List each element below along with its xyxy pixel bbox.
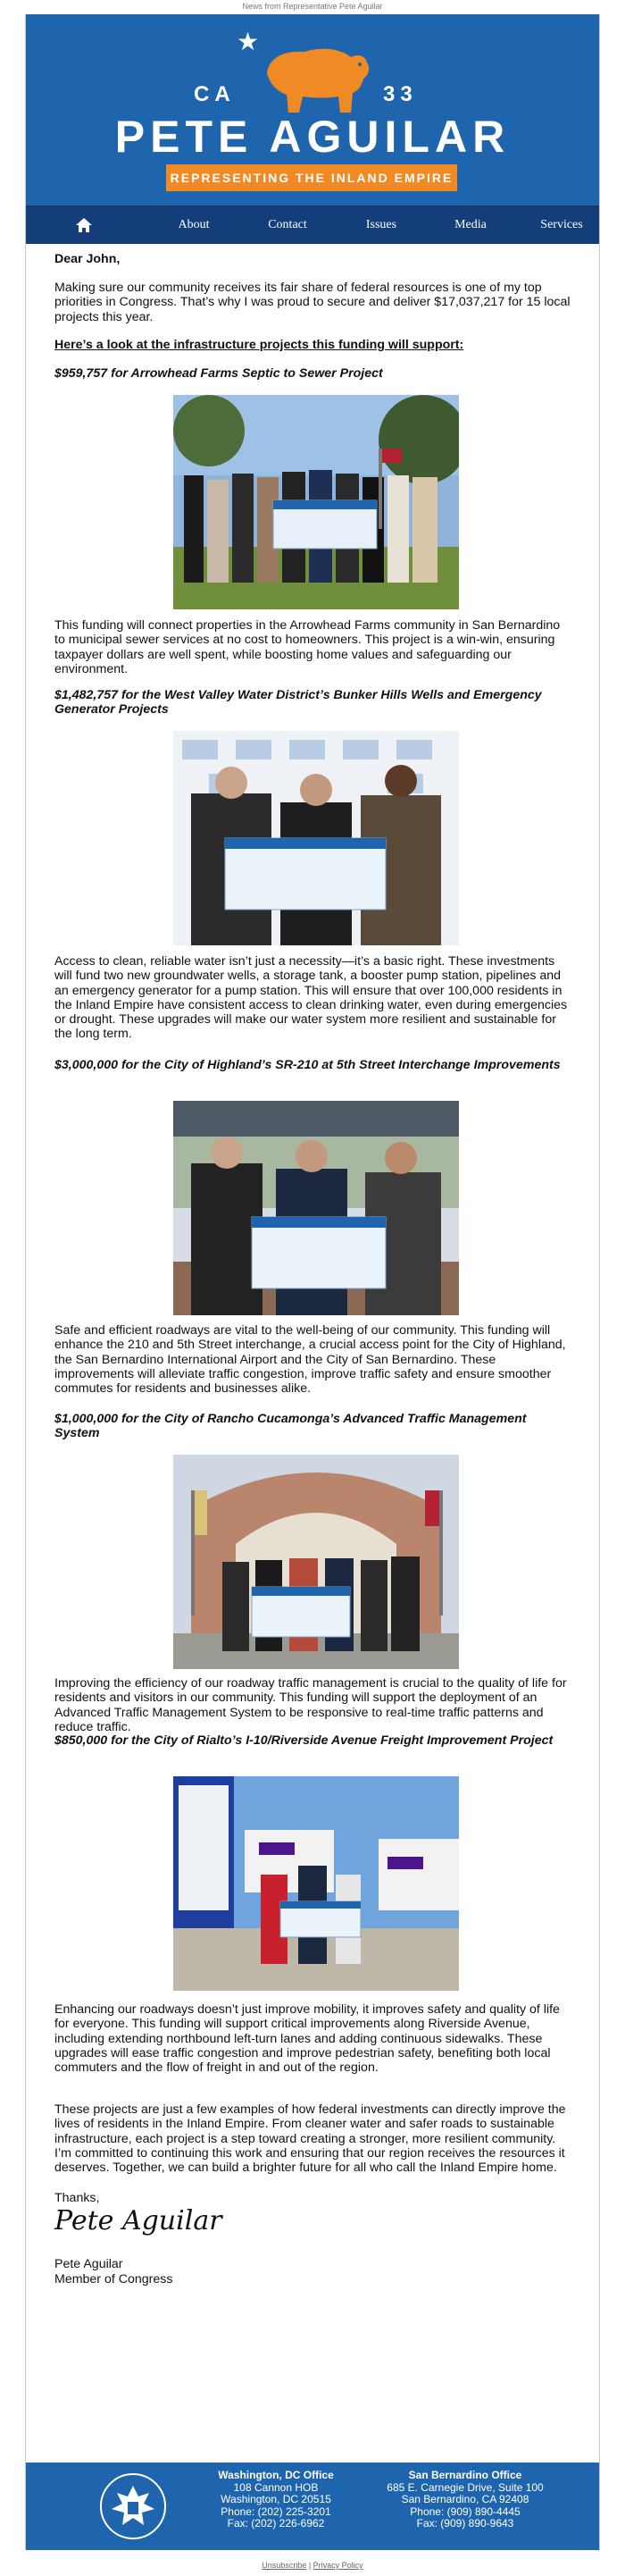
project-photo	[173, 1455, 459, 1669]
footer-links	[0, 2561, 625, 2570]
email-frame	[25, 14, 600, 2550]
star-icon: ★	[237, 27, 260, 56]
project-heading: $3,000,000 for the City of Highland’s SR-210 at 5th Street Interchange Improvements	[54, 1058, 561, 1072]
congressional-seal-icon	[97, 2471, 169, 2541]
project-description: Safe and efficient roadways are vital to the well-being of our community. This funding will enhance the 210 and 5th Street interchange, a crucial access point for the City of Highland, the San Bernardino International Airport and the City of San Bernardino. These improvements will alleviate traffic congestion, improve traffic safety and ensure smoother commutes for residents and businesses alike.	[54, 1323, 566, 1397]
project-photo	[173, 1776, 459, 1991]
home-icon	[75, 217, 93, 233]
project-photo	[173, 731, 459, 945]
project-description: Enhancing our roadways doesn’t just improve mobility, it improves safety and quality of life for everyone. This funding will support critical improvements along Riverside Avenue, including extending northbound left-turn lanes and adding continuous sidewalks. These upgrades will ease traffic congestion and improve pedestrian safety, benefiting both local commuters and the flow of freight in and out of the region.	[54, 2002, 560, 2076]
nav-issues[interactable]: Issues	[365, 218, 397, 231]
tagline-banner: REPRESENTING THE INLAND EMPIRE	[166, 164, 457, 191]
project-description: Access to clean, reliable water isn’t just a necessity—it’s a basic right. These investments will fund two new groundwater wells, a storage tank, a booster pump station, pipelines and an emergency generator for a pump station. This will ensure that over 100,000 residents in the Inland Empire have consistent access to clean drinking water, even during emergencies or drought. These upgrades will make our water system more resilient and sustainable for the long term.	[54, 954, 568, 1042]
nav-media[interactable]: Media	[454, 218, 487, 231]
footer	[26, 2463, 599, 2550]
dc-office-line2: Washington, DC 20515	[221, 2493, 331, 2506]
nav-about[interactable]: About	[178, 218, 210, 231]
privacy-policy-link[interactable]: Privacy Policy	[312, 2561, 363, 2570]
closing-paragraph: These projects are just a few examples of how federal investments can directly improve the lives of residents in the Inland Empire. From cleaner water and safer roads to sustainable infrastructure, each project is a step toward creating a stronger, more resilient community. I’m committed to continuing this work and ensuring that our region receives the resources it deserves. Together, we can build a brighter future for all who call the Inland Empire home.	[54, 2102, 566, 2176]
sb-office-line2: San Bernardino, CA 92408	[401, 2493, 529, 2506]
email-header-banner	[26, 14, 599, 206]
greeting: Dear John,	[54, 252, 121, 266]
intro-paragraph: Making sure our community receives its fair share of federal resources is one of my top priorities in Congress. That’s why I was proud to secure and deliver $17,037,217 for 15 local projects this year.	[54, 281, 571, 324]
bear-logo-icon	[258, 38, 374, 116]
nav-services[interactable]: Services	[540, 218, 583, 231]
district-state: CA	[194, 82, 236, 106]
signature: Pete Aguilar	[54, 2205, 222, 2236]
sb-office	[376, 2470, 554, 2530]
dc-office	[187, 2470, 365, 2530]
sb-office-phone: Phone: (909) 890-4445	[410, 2505, 521, 2518]
representative-name: PETE AGUILAR	[114, 112, 511, 162]
dc-office-title: Washington, DC Office	[218, 2469, 334, 2481]
signer-title: Member of Congress	[54, 2272, 173, 2287]
nav-bar	[26, 206, 599, 244]
link-separator: |	[306, 2561, 313, 2570]
sb-office-title: San Bernardino Office	[408, 2469, 522, 2481]
district-number: 33	[383, 82, 418, 106]
dc-office-phone: Phone: (202) 225-3201	[221, 2505, 331, 2518]
signer-name: Pete Aguilar	[54, 2257, 123, 2271]
project-description: Improving the efficiency of our roadway traffic management is crucial to the quality of life for residents and visitors in our community. This funding will support the deployment of an Advanced Traffic Management System to be responsive to real-time traffic patterns and reduce traffic.	[54, 1676, 567, 1734]
project-heading: $1,000,000 for the City of Rancho Cucamonga’s Advanced Traffic Management System	[54, 1412, 527, 1441]
signoff: Thanks,	[54, 2191, 100, 2205]
unsubscribe-link[interactable]: Unsubscribe	[262, 2561, 307, 2570]
dc-office-line1: 108 Cannon HOB	[233, 2480, 319, 2494]
project-heading: $959,757 for Arrowhead Farms Septic to Sewer Project	[54, 366, 383, 381]
preheader-text: News from Representative Pete Aguilar	[242, 2, 383, 11]
project-photo	[173, 1101, 459, 1315]
nav-contact[interactable]: Contact	[268, 218, 307, 231]
project-description: This funding will connect properties in the Arrowhead Farms community in San Bernardino to municipal sewer services at no cost to homeowners. This project is a win-win, ensuring taxpayer dollars are well spent, while boosting home values and safeguarding our environment.	[54, 618, 561, 676]
dc-office-fax: Fax: (202) 226-6962	[227, 2517, 325, 2530]
section-heading: Here’s a look at the infrastructure projects this funding will support:	[54, 338, 464, 352]
project-heading: $850,000 for the City of Rialto’s I-10/Riverside Avenue Freight Improvement Project	[54, 1733, 554, 1748]
sb-office-fax: Fax: (909) 890-9643	[416, 2517, 514, 2530]
project-photo	[173, 395, 459, 609]
nav-home[interactable]	[66, 206, 102, 244]
project-heading: $1,482,757 for the West Valley Water District’s Bunker Hills Wells and Emergency Generator Projects	[54, 688, 542, 717]
sb-office-line1: 685 E. Carnegie Drive, Suite 100	[387, 2480, 544, 2494]
